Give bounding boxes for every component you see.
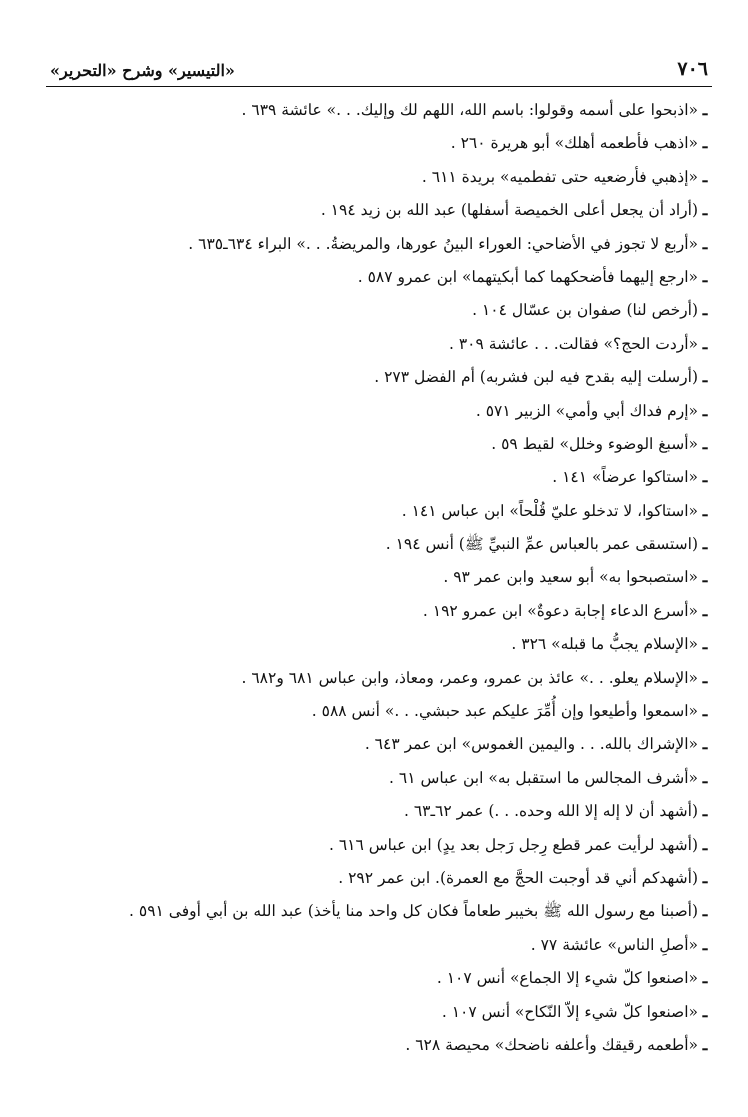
- list-item: [46, 794, 712, 827]
- entry-marker: ـ: [702, 100, 708, 119]
- list-item: [46, 93, 712, 126]
- entry-marker: ـ: [702, 667, 708, 687]
- entry-marker: ـ: [702, 266, 708, 286]
- list-item: [46, 661, 712, 694]
- entry-text: «أطعمه رقيقك وأعلفه ناضحك» محيصة ٦٢٨ .: [405, 1035, 698, 1054]
- entry-marker: ـ: [702, 634, 708, 654]
- entry-marker: ـ: [702, 500, 708, 520]
- entry-text: «إرم فداك أبي وأمي» الزبير ٥٧١ .: [475, 401, 698, 420]
- list-item: [46, 394, 712, 427]
- list-item: [46, 828, 712, 861]
- list-item: [46, 1028, 712, 1061]
- list-item: [46, 594, 712, 627]
- entry-marker: ـ: [702, 534, 708, 554]
- entry-text: «اذبحوا على أسمه وقولوا: باسم الله، اللهم لك وإليك. . .» عائشة ٦٣٩ .: [241, 101, 698, 119]
- entry-text: «استصبحوا به» أبو سعيد وابن عمر ٩٣ .: [443, 568, 698, 587]
- entry-text: «ارجع إليهما فأضحكهما كما أبكيتهما» ابن عمرو ٥٨٧ .: [357, 267, 698, 286]
- entry-marker: ـ: [702, 600, 708, 620]
- entry-text: «أسبغ الوضوء وخلل» لقيط ٥٩ .: [491, 434, 698, 453]
- entry-marker: ـ: [702, 567, 708, 587]
- entry-text: «أسرع الدعاء إجابة دعوةٌ» ابن عمرو ١٩٢ .: [422, 601, 698, 620]
- entry-marker: ـ: [702, 867, 708, 887]
- list-item: [46, 894, 712, 927]
- list-item: [46, 227, 712, 260]
- entry-marker: ـ: [702, 433, 708, 453]
- list-item: [46, 293, 712, 326]
- entry-text: «أردت الحج؟» فقالت. . . عائشة ٣٠٩ .: [448, 334, 698, 353]
- list-item: [46, 494, 712, 527]
- list-item: [46, 360, 712, 393]
- entry-marker: ـ: [702, 701, 708, 721]
- entry-marker: ـ: [702, 901, 708, 921]
- entry-text: «اذهب فأطعمه أهلك» أبو هريرة ٢٦٠ .: [450, 134, 698, 153]
- entry-text: «استاكوا، لا تدخلو عليّ قُلْحاً» ابن عباس ١٤١ .: [401, 501, 698, 520]
- list-item: [46, 460, 712, 493]
- entry-text: «إذهبي فأرضعيه حتى تفطميه» بريدة ٦١١ .: [421, 167, 698, 186]
- entry-marker: ـ: [702, 233, 708, 253]
- list-item: [46, 761, 712, 794]
- list-item: [46, 260, 712, 293]
- entry-text: (أشهدكم أني قد أوجبت الحجَّ مع العمرة). ابن عمر ٢٩٢ .: [338, 868, 698, 887]
- entry-marker: ـ: [702, 166, 708, 186]
- entry-marker: ـ: [702, 734, 708, 754]
- entry-text: (أرسلت إليه بقدح فيه لبن فشربه) أم الفضل ٢٧٣ .: [374, 368, 698, 387]
- running-title: «التيسير» وشرح «التحرير»: [50, 61, 235, 80]
- list-item: [46, 327, 712, 360]
- header-divider: [46, 86, 712, 87]
- list-item: [46, 193, 712, 226]
- entry-text: (أشهد أن لا إله إلا الله وحده. . .) عمر ٦٢ـ٦٣ .: [403, 802, 698, 821]
- list-item: [46, 160, 712, 193]
- entry-text: (أراد أن يجعل أعلى الخميصة أسفلها) عبد الله بن زيد ١٩٤ .: [320, 201, 698, 220]
- entry-marker: ـ: [702, 834, 708, 854]
- entry-marker: ـ: [702, 133, 708, 153]
- entry-text: «الإشراك بالله. . . واليمين الغموس» ابن عمر ٦٤٣ .: [364, 735, 698, 754]
- entry-text: «الإسلام يعلو. . .» عائذ بن عمرو، وعمر، ومعاذ، وابن عباس ٦٨١ و٦٨٢ .: [241, 668, 698, 687]
- page-number: ٧٠٦: [677, 58, 708, 80]
- list-item: [46, 861, 712, 894]
- list-item: [46, 995, 712, 1028]
- hadith-index-list: [46, 93, 712, 1061]
- entry-text: «اصنعوا كلّ شيء إلا الجماع» أنس ١٠٧ .: [436, 969, 698, 988]
- list-item: [46, 627, 712, 660]
- entry-text: (أرخص لنا) صفوان بن عسّال ١٠٤ .: [472, 301, 698, 320]
- entry-text: «أربع لا تجوز في الأضاحي: العوراء البينُ عورها، والمريضةُ. . .» البراء ٦٣٤ـ٦٣٥ .: [188, 234, 698, 253]
- entry-text: (أشهد لرأيت عمر قطع رِجل رَجل بعد يدٍ) ابن عباس ٦١٦ .: [328, 835, 698, 854]
- entry-marker: ـ: [702, 934, 708, 954]
- list-item: [46, 427, 712, 460]
- list-item: [46, 126, 712, 159]
- entry-marker: ـ: [702, 300, 708, 320]
- list-item: [46, 961, 712, 994]
- entry-marker: ـ: [702, 1034, 708, 1054]
- entry-text: «اصنعوا كلّ شيء إلاّ النّكاح» أنس ١٠٧ .: [441, 1002, 698, 1021]
- entry-marker: ـ: [702, 367, 708, 387]
- entry-marker: ـ: [702, 467, 708, 487]
- entry-text: «أصلِ الناس» عائشة ٧٧ .: [530, 935, 698, 954]
- list-item: [46, 694, 712, 727]
- entry-text: «اسمعوا وأطيعوا وإن أُمِّرَ عليكم عبد حبشي. . .» أنس ٥٨٨ .: [311, 702, 698, 721]
- entry-marker: ـ: [702, 333, 708, 353]
- list-item: [46, 560, 712, 593]
- entry-marker: ـ: [702, 968, 708, 988]
- list-item: [46, 928, 712, 961]
- entry-text: (استسقى عمر بالعباس عمِّ النبيِّ ﷺ) أنس ١٩٤ .: [385, 535, 698, 554]
- list-item: [46, 527, 712, 560]
- entry-text: (أصبنا مع رسول الله ﷺ بخيبر طعاماً فكان كل واحد منا يأخذ) عبد الله بن أبي أوفى ٥٩١ .: [129, 902, 698, 921]
- entry-text: «الإسلام يجبُّ ما قبله» ٣٢٦ .: [511, 635, 698, 654]
- entry-marker: ـ: [702, 801, 708, 821]
- entry-marker: ـ: [702, 200, 708, 220]
- entry-text: «استاكوا عرضاً» ١٤١ .: [552, 468, 698, 487]
- list-item: [46, 727, 712, 760]
- entry-text: «أشرف المجالس ما استقبل به» ابن عباس ٦١ .: [389, 768, 698, 787]
- entry-marker: ـ: [702, 400, 708, 420]
- entry-marker: ـ: [702, 767, 708, 787]
- entry-marker: ـ: [702, 1001, 708, 1021]
- page-header: [46, 48, 712, 80]
